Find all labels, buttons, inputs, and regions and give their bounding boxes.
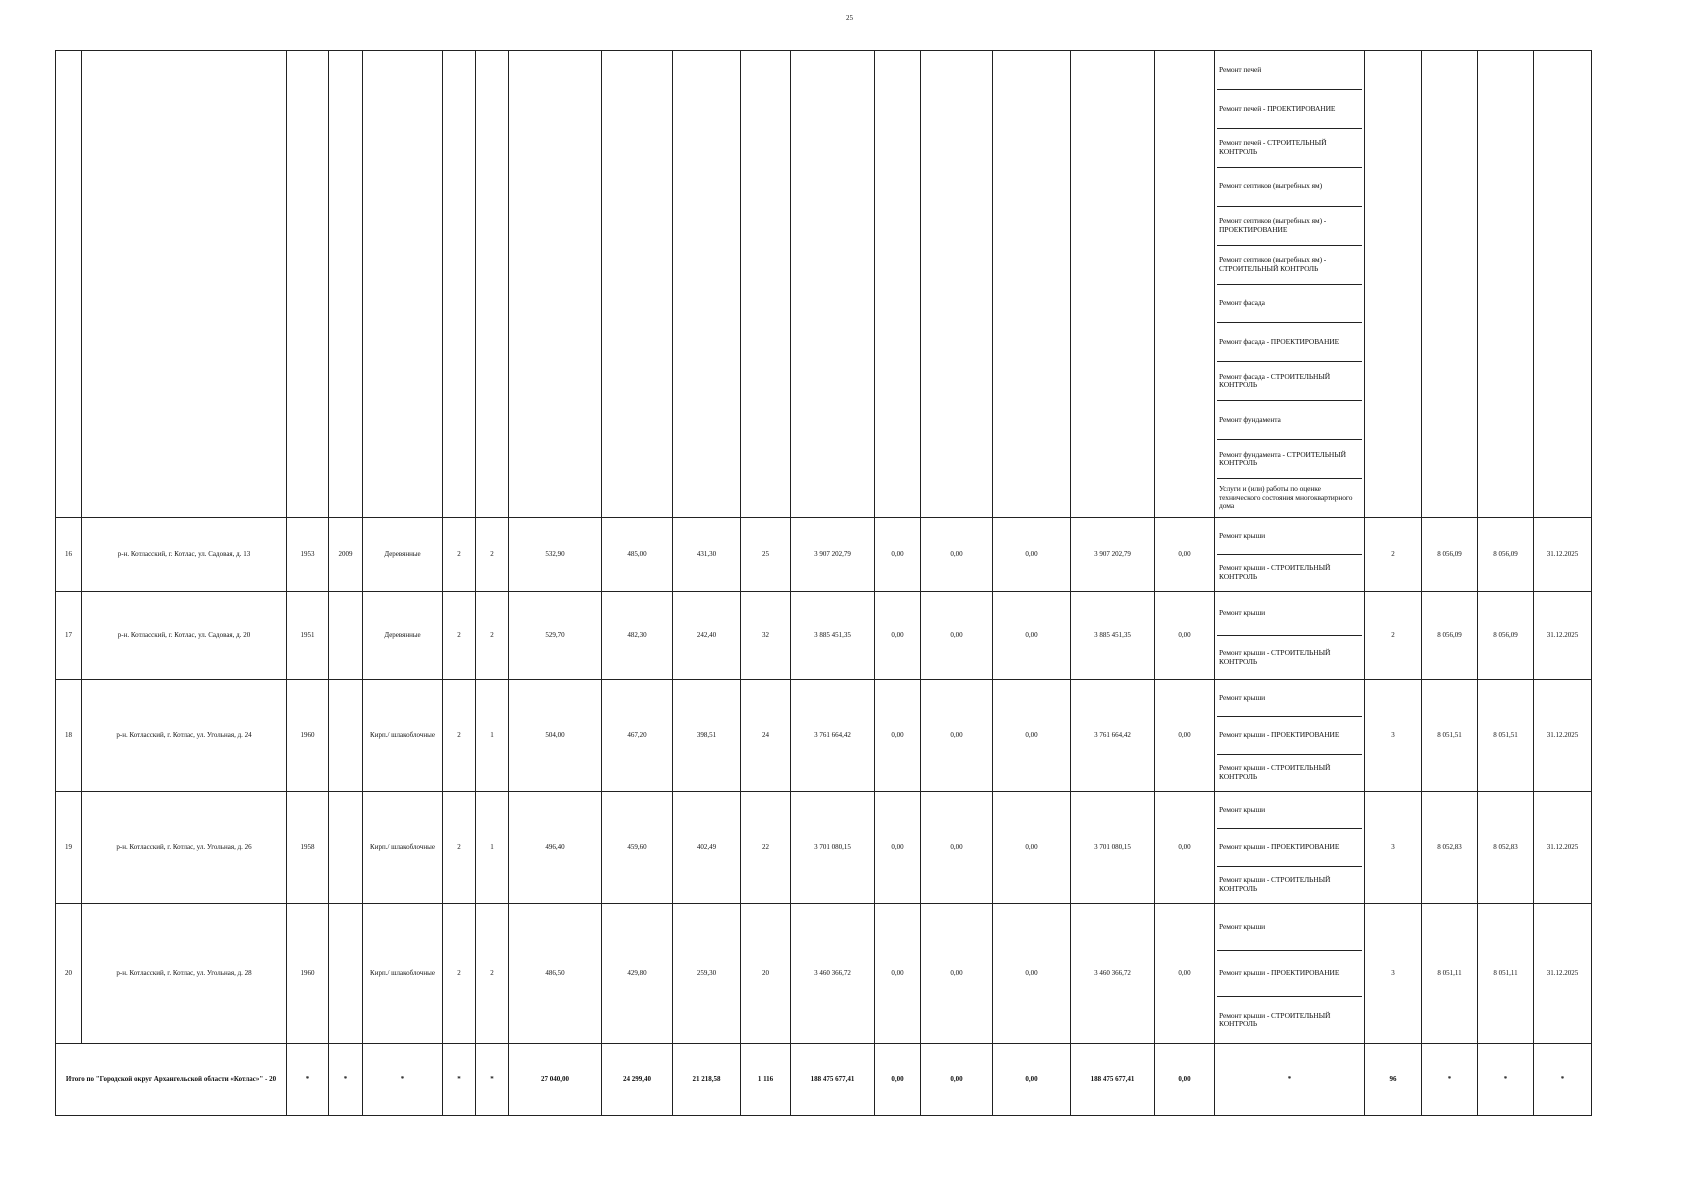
deadline: 31.12.2025 <box>1534 792 1592 904</box>
year-built: 1951 <box>287 592 329 680</box>
area-total: 504,00 <box>509 680 602 792</box>
work-item: Ремонт септиков (выгребных ям) - ПРОЕКТИРОВАНИЕ <box>1217 207 1362 246</box>
unit-cost: 8 051,51 <box>1422 680 1478 792</box>
cost-total: 3 885 451,35 <box>791 592 875 680</box>
works-list <box>1215 592 1365 680</box>
table-row <box>56 592 1592 680</box>
cost-federal: 0,00 <box>875 680 921 792</box>
cost-local: 0,00 <box>993 518 1071 592</box>
work-item: Ремонт крыши <box>1217 592 1362 636</box>
table-row <box>56 792 1592 904</box>
cost-local: 0,00 <box>993 792 1071 904</box>
works-count: 3 <box>1365 904 1422 1044</box>
area-residential: 259,30 <box>673 904 741 1044</box>
year-built: 1960 <box>287 680 329 792</box>
year-overhaul <box>329 904 363 1044</box>
total-area-premises: 24 299,40 <box>602 1044 673 1116</box>
area-total: 496,40 <box>509 792 602 904</box>
area-residential: 431,30 <box>673 518 741 592</box>
year-built: 1953 <box>287 518 329 592</box>
cost-owners: 3 907 202,79 <box>1071 518 1155 592</box>
unit-cost: 8 056,09 <box>1422 518 1478 592</box>
entrances: 1 <box>476 680 509 792</box>
cost-other: 0,00 <box>1155 518 1215 592</box>
work-item: Ремонт септиков (выгребных ям) - СТРОИТЕЛЬНЫЙ КОНТРОЛЬ <box>1217 246 1362 285</box>
work-item: Ремонт крыши <box>1217 518 1362 555</box>
wall-material: Деревянные <box>363 592 443 680</box>
total-area-residential: 21 218,58 <box>673 1044 741 1116</box>
entrances: 1 <box>476 792 509 904</box>
cost-owners: 3 701 080,15 <box>1071 792 1155 904</box>
total-works: * <box>1215 1044 1365 1116</box>
area-residential: 402,49 <box>673 792 741 904</box>
total-cost-federal: 0,00 <box>875 1044 921 1116</box>
row-number: 16 <box>56 518 82 592</box>
works-count: 2 <box>1365 592 1422 680</box>
area-total: 486,50 <box>509 904 602 1044</box>
wall-material: Кирп./ шлакоблочные <box>363 680 443 792</box>
max-unit-cost: 8 051,51 <box>1478 680 1534 792</box>
year-overhaul <box>329 792 363 904</box>
cost-federal: 0,00 <box>875 592 921 680</box>
row-number: 18 <box>56 680 82 792</box>
residents: 20 <box>741 904 791 1044</box>
floors: 2 <box>443 518 476 592</box>
total-year-overhaul: * <box>329 1044 363 1116</box>
area-premises: 485,00 <box>602 518 673 592</box>
work-item: Услуги и (или) работы по оценке технического состояния многоквартирного дома <box>1219 484 1353 511</box>
work-item: Ремонт крыши - СТРОИТЕЛЬНЫЙ КОНТРОЛЬ <box>1219 563 1331 581</box>
table-row <box>56 680 1592 792</box>
total-year-built: * <box>287 1044 329 1116</box>
total-area-total: 27 040,00 <box>509 1044 602 1116</box>
table-row <box>56 904 1592 1044</box>
work-item: Ремонт крыши - СТРОИТЕЛЬНЫЙ КОНТРОЛЬ <box>1219 647 1331 666</box>
works-count: 3 <box>1365 680 1422 792</box>
cost-federal: 0,00 <box>875 792 921 904</box>
cost-local: 0,00 <box>993 592 1071 680</box>
cost-local: 0,00 <box>993 904 1071 1044</box>
wall-material: Кирп./ шлакоблочные <box>363 792 443 904</box>
row-number: 20 <box>56 904 82 1044</box>
works-count: 2 <box>1365 518 1422 592</box>
max-unit-cost: 8 056,09 <box>1478 592 1534 680</box>
year-overhaul <box>329 680 363 792</box>
address: р-н. Котласский, г. Котлас, ул. Угольная, д. 24 <box>82 680 287 792</box>
repair-register-table <box>55 50 1592 1116</box>
cost-local: 0,00 <box>993 680 1071 792</box>
work-item: Ремонт фасада <box>1217 285 1362 324</box>
work-item: Ремонт печей - ПРОЕКТИРОВАНИЕ <box>1217 90 1362 129</box>
work-item: Ремонт фундамента <box>1217 401 1362 440</box>
cost-regional: 0,00 <box>921 904 993 1044</box>
total-floors: * <box>443 1044 476 1116</box>
total-cost-regional: 0,00 <box>921 1044 993 1116</box>
cost-federal: 0,00 <box>875 904 921 1044</box>
unit-cost: 8 056,09 <box>1422 592 1478 680</box>
floors: 2 <box>443 792 476 904</box>
row-number: 19 <box>56 792 82 904</box>
cost-owners: 3 761 664,42 <box>1071 680 1155 792</box>
work-item: Ремонт фасада - ПРОЕКТИРОВАНИЕ <box>1217 323 1362 362</box>
cost-other: 0,00 <box>1155 792 1215 904</box>
entrances: 2 <box>476 518 509 592</box>
total-cost-total: 188 475 677,41 <box>791 1044 875 1116</box>
works-count: 3 <box>1365 792 1422 904</box>
total-works-count: 96 <box>1365 1044 1422 1116</box>
floors: 2 <box>443 592 476 680</box>
total-cost-owners: 188 475 677,41 <box>1071 1044 1155 1116</box>
area-premises: 467,20 <box>602 680 673 792</box>
total-row <box>56 1044 1592 1116</box>
deadline: 31.12.2025 <box>1534 680 1592 792</box>
row-number: 17 <box>56 592 82 680</box>
floors: 2 <box>443 904 476 1044</box>
page-number: 25 <box>846 14 853 22</box>
area-residential: 242,40 <box>673 592 741 680</box>
works-list <box>1215 680 1365 792</box>
works-list <box>1215 51 1365 518</box>
work-item: Ремонт печей <box>1217 51 1362 90</box>
cost-regional: 0,00 <box>921 592 993 680</box>
total-wall-material: * <box>363 1044 443 1116</box>
work-item: Ремонт крыши - ПРОЕКТИРОВАНИЕ <box>1217 829 1362 866</box>
work-item: Ремонт крыши <box>1217 792 1362 829</box>
works-list <box>1215 792 1365 904</box>
area-residential: 398,51 <box>673 680 741 792</box>
cost-owners: 3 885 451,35 <box>1071 592 1155 680</box>
year-overhaul: 2009 <box>329 518 363 592</box>
deadline: 31.12.2025 <box>1534 518 1592 592</box>
unit-cost: 8 052,83 <box>1422 792 1478 904</box>
total-deadline: * <box>1534 1044 1592 1116</box>
address: р-н. Котласский, г. Котлас, ул. Угольная, д. 28 <box>82 904 287 1044</box>
cost-total: 3 701 080,15 <box>791 792 875 904</box>
work-item: Ремонт крыши - ПРОЕКТИРОВАНИЕ <box>1217 717 1362 754</box>
total-max-unit-cost: * <box>1478 1044 1534 1116</box>
area-total: 529,70 <box>509 592 602 680</box>
floors: 2 <box>443 680 476 792</box>
work-item: Ремонт крыши <box>1217 904 1362 951</box>
max-unit-cost: 8 051,11 <box>1478 904 1534 1044</box>
unit-cost: 8 051,11 <box>1422 904 1478 1044</box>
year-overhaul <box>329 592 363 680</box>
total-residents: 1 116 <box>741 1044 791 1116</box>
total-label: Итого по "Городской округ Архангельской области «Котлас»" - 20 <box>56 1044 287 1116</box>
total-cost-other: 0,00 <box>1155 1044 1215 1116</box>
cost-regional: 0,00 <box>921 518 993 592</box>
deadline: 31.12.2025 <box>1534 904 1592 1044</box>
address: р-н. Котласский, г. Котлас, ул. Садовая, д. 13 <box>82 518 287 592</box>
entrances: 2 <box>476 904 509 1044</box>
work-item: Ремонт фундамента - СТРОИТЕЛЬНЫЙ КОНТРОЛЬ <box>1217 440 1362 479</box>
area-total: 532,90 <box>509 518 602 592</box>
table-row <box>56 518 1592 592</box>
work-item: Ремонт септиков (выгребных ям) <box>1217 168 1362 207</box>
year-built: 1960 <box>287 904 329 1044</box>
area-premises: 482,30 <box>602 592 673 680</box>
work-item: Ремонт крыши - СТРОИТЕЛЬНЫЙ КОНТРОЛЬ <box>1219 763 1331 781</box>
work-item: Ремонт крыши <box>1217 680 1362 717</box>
cost-other: 0,00 <box>1155 592 1215 680</box>
total-unit-cost: * <box>1422 1044 1478 1116</box>
area-premises: 429,80 <box>602 904 673 1044</box>
total-cost-local: 0,00 <box>993 1044 1071 1116</box>
deadline: 31.12.2025 <box>1534 592 1592 680</box>
residents: 25 <box>741 518 791 592</box>
entrances: 2 <box>476 592 509 680</box>
residents: 32 <box>741 592 791 680</box>
cost-total: 3 907 202,79 <box>791 518 875 592</box>
cost-regional: 0,00 <box>921 792 993 904</box>
year-built: 1958 <box>287 792 329 904</box>
work-item: Ремонт крыши - ПРОЕКТИРОВАНИЕ <box>1217 951 1362 998</box>
cost-federal: 0,00 <box>875 518 921 592</box>
max-unit-cost: 8 056,09 <box>1478 518 1534 592</box>
works-list <box>1215 518 1365 592</box>
wall-material: Кирп./ шлакоблочные <box>363 904 443 1044</box>
cost-regional: 0,00 <box>921 680 993 792</box>
max-unit-cost: 8 052,83 <box>1478 792 1534 904</box>
area-premises: 459,60 <box>602 792 673 904</box>
address: р-н. Котласский, г. Котлас, ул. Садовая, д. 20 <box>82 592 287 680</box>
cost-other: 0,00 <box>1155 904 1215 1044</box>
total-entrances: * <box>476 1044 509 1116</box>
address: р-н. Котласский, г. Котлас, ул. Угольная, д. 26 <box>82 792 287 904</box>
work-item: Ремонт крыши - СТРОИТЕЛЬНЫЙ КОНТРОЛЬ <box>1219 1010 1331 1029</box>
wall-material: Деревянные <box>363 518 443 592</box>
cost-total: 3 460 366,72 <box>791 904 875 1044</box>
continuation-row <box>56 51 1592 518</box>
works-list <box>1215 904 1365 1044</box>
cost-owners: 3 460 366,72 <box>1071 904 1155 1044</box>
work-item: Ремонт фасада - СТРОИТЕЛЬНЫЙ КОНТРОЛЬ <box>1217 362 1362 401</box>
cost-total: 3 761 664,42 <box>791 680 875 792</box>
cost-other: 0,00 <box>1155 680 1215 792</box>
work-item: Ремонт печей - СТРОИТЕЛЬНЫЙ КОНТРОЛЬ <box>1217 129 1362 168</box>
work-item: Ремонт крыши - СТРОИТЕЛЬНЫЙ КОНТРОЛЬ <box>1219 875 1331 893</box>
residents: 24 <box>741 680 791 792</box>
residents: 22 <box>741 792 791 904</box>
